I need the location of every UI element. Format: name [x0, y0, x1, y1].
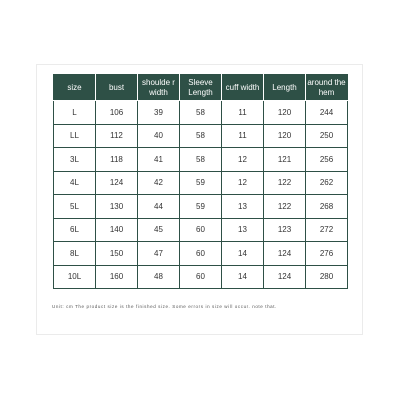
header-cuff-width: cuff width: [222, 75, 264, 101]
cell-bust: 140: [96, 218, 138, 242]
table-row: [54, 148, 348, 172]
cell-sleeve-length: 58: [180, 148, 222, 172]
cell-size: LL: [54, 124, 96, 148]
cell-length: 124: [264, 242, 306, 266]
header-size: size: [54, 75, 96, 101]
cell-sleeve-length: 60: [180, 242, 222, 266]
cell-cuff-width: 12: [222, 148, 264, 172]
table-row: [54, 218, 348, 242]
header-hem: around the hem: [306, 75, 348, 101]
cell-sleeve-length: 58: [180, 101, 222, 125]
cell-shoulder-width: 39: [138, 101, 180, 125]
cell-bust: 160: [96, 265, 138, 289]
cell-sleeve-length: 59: [180, 195, 222, 219]
table-row: [54, 124, 348, 148]
cell-bust: 106: [96, 101, 138, 125]
cell-bust: 130: [96, 195, 138, 219]
cell-sleeve-length: 59: [180, 171, 222, 195]
cell-cuff-width: 14: [222, 265, 264, 289]
cell-shoulder-width: 40: [138, 124, 180, 148]
header-row: [54, 75, 348, 101]
cell-hem: 244: [306, 101, 348, 125]
table-row: [54, 195, 348, 219]
cell-shoulder-width: 44: [138, 195, 180, 219]
cell-cuff-width: 11: [222, 124, 264, 148]
cell-cuff-width: 12: [222, 171, 264, 195]
table-row: [54, 101, 348, 125]
cell-hem: 262: [306, 171, 348, 195]
cell-length: 120: [264, 101, 306, 125]
cell-bust: 150: [96, 242, 138, 266]
cell-size: 10L: [54, 265, 96, 289]
size-chart-table: [53, 74, 348, 289]
cell-size: 3L: [54, 148, 96, 172]
cell-cuff-width: 14: [222, 242, 264, 266]
cell-shoulder-width: 45: [138, 218, 180, 242]
cell-bust: 112: [96, 124, 138, 148]
cell-cuff-width: 13: [222, 218, 264, 242]
size-note: Unit: cm The product size is the finished size. Some errors in size will occur. note that.: [52, 304, 277, 309]
cell-hem: 280: [306, 265, 348, 289]
cell-size: 4L: [54, 171, 96, 195]
cell-length: 124: [264, 265, 306, 289]
cell-hem: 268: [306, 195, 348, 219]
cell-bust: 124: [96, 171, 138, 195]
table-row: [54, 171, 348, 195]
cell-cuff-width: 13: [222, 195, 264, 219]
cell-sleeve-length: 60: [180, 265, 222, 289]
cell-size: 5L: [54, 195, 96, 219]
cell-length: 122: [264, 195, 306, 219]
header-bust: bust: [96, 75, 138, 101]
cell-length: 123: [264, 218, 306, 242]
cell-size: 8L: [54, 242, 96, 266]
cell-length: 120: [264, 124, 306, 148]
cell-shoulder-width: 41: [138, 148, 180, 172]
cell-sleeve-length: 58: [180, 124, 222, 148]
header-length: Length: [264, 75, 306, 101]
cell-length: 122: [264, 171, 306, 195]
cell-hem: 250: [306, 124, 348, 148]
header-shoulder-width: shoulde r width: [138, 75, 180, 101]
header-sleeve-length: Sleeve Length: [180, 75, 222, 101]
cell-hem: 272: [306, 218, 348, 242]
cell-size: L: [54, 101, 96, 125]
cell-shoulder-width: 42: [138, 171, 180, 195]
cell-cuff-width: 11: [222, 101, 264, 125]
cell-length: 121: [264, 148, 306, 172]
cell-hem: 256: [306, 148, 348, 172]
table-row: [54, 242, 348, 266]
cell-shoulder-width: 47: [138, 242, 180, 266]
cell-bust: 118: [96, 148, 138, 172]
cell-shoulder-width: 48: [138, 265, 180, 289]
cell-sleeve-length: 60: [180, 218, 222, 242]
cell-hem: 276: [306, 242, 348, 266]
cell-size: 6L: [54, 218, 96, 242]
table-row: [54, 265, 348, 289]
